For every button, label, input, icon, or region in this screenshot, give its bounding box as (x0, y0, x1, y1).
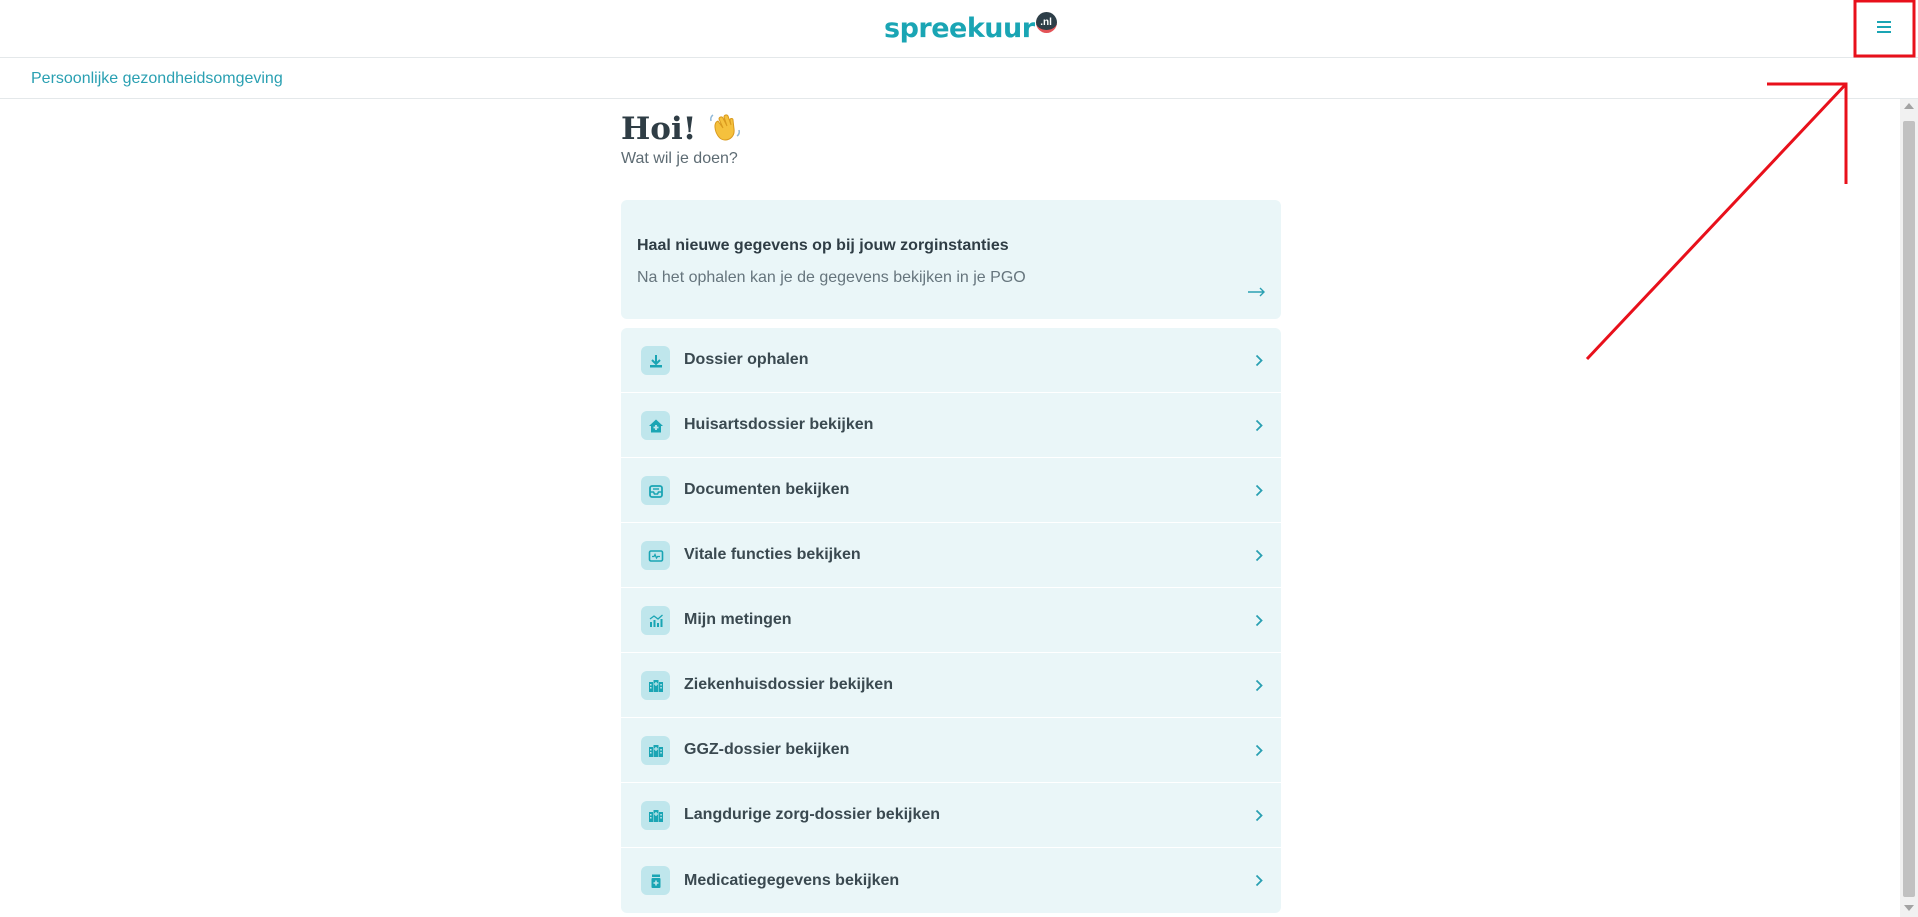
fetch-data-card[interactable] (621, 200, 1281, 319)
arrow-right-icon (1248, 287, 1266, 297)
list-item-mijn-metingen[interactable] (621, 588, 1281, 653)
chevron-right-icon (1255, 744, 1263, 757)
hospital-icon (641, 671, 670, 700)
chevron-right-icon (1255, 484, 1263, 497)
vertical-scrollbar[interactable] (1900, 99, 1918, 917)
waving-hand-icon (708, 112, 742, 147)
logo-text: spreekuur (884, 13, 1035, 44)
annotation-arrowhead-icon (1767, 84, 1846, 184)
page-title: Hoi! (621, 111, 697, 147)
top-navigation-bar (0, 0, 1918, 58)
vitals-monitor-icon (641, 541, 670, 570)
scroll-down-arrow-icon[interactable] (1904, 905, 1914, 911)
list-item-huisartsdossier[interactable] (621, 393, 1281, 458)
spreekuur-logo[interactable] (884, 12, 1057, 46)
breadcrumb-bar (0, 59, 1918, 99)
pgo-home-link[interactable]: Persoonlijke gezondheidsomgeving (31, 70, 283, 87)
house-medical-icon (641, 411, 670, 440)
chart-icon (641, 606, 670, 635)
chevron-right-icon (1255, 549, 1263, 562)
hospital-icon (641, 736, 670, 765)
list-item-langdurige-zorg[interactable] (621, 783, 1281, 848)
chevron-right-icon (1255, 354, 1263, 367)
list-item-dossier-ophalen[interactable] (621, 328, 1281, 393)
list-item-label: Documenten bekijken (684, 481, 850, 498)
chevron-right-icon (1255, 679, 1263, 692)
dashboard-content (621, 99, 1281, 889)
scroll-up-arrow-icon[interactable] (1904, 103, 1914, 109)
hamburger-menu-icon (1877, 21, 1891, 33)
list-item-label: Medicatiegegevens bekijken (684, 871, 900, 889)
annotation-arrow-icon (1587, 84, 1846, 359)
list-item-medicatiegegevens[interactable] (621, 848, 1281, 913)
chevron-right-icon (1255, 874, 1263, 887)
list-item-label: Huisartsdossier bekijken (684, 416, 874, 433)
medication-icon (641, 866, 670, 895)
greeting (621, 111, 1281, 147)
list-item-label: Dossier ophalen (684, 351, 809, 368)
list-item-ziekenhuisdossier[interactable] (621, 653, 1281, 718)
menu-button[interactable] (1868, 14, 1900, 40)
fetch-data-description: Na het ophalen kan je de gegevens bekijken in je PGO (637, 269, 1026, 286)
list-item-documenten[interactable] (621, 458, 1281, 523)
list-item-label: Vitale functies bekijken (684, 546, 861, 563)
hospital-icon (641, 801, 670, 830)
list-item-vitale-functies[interactable] (621, 523, 1281, 588)
chevron-right-icon (1255, 809, 1263, 822)
list-item-label: GGZ-dossier bekijken (684, 741, 850, 758)
inbox-icon (641, 476, 670, 505)
fetch-data-title: Haal nieuwe gegevens op bij jouw zorginstanties (637, 237, 1009, 254)
list-item-label: Ziekenhuisdossier bekijken (684, 676, 893, 693)
download-icon (641, 346, 670, 375)
chevron-right-icon (1255, 614, 1263, 627)
action-list (621, 328, 1281, 913)
list-item-ggz-dossier[interactable] (621, 718, 1281, 783)
list-item-label: Mijn metingen (684, 611, 792, 628)
chevron-right-icon (1255, 419, 1263, 432)
logo-badge: .nl (1036, 12, 1057, 33)
scrollbar-thumb[interactable] (1903, 121, 1915, 897)
page-subtitle: Wat wil je doen? (621, 150, 738, 167)
list-item-label: Langdurige zorg-dossier bekijken (684, 806, 941, 823)
